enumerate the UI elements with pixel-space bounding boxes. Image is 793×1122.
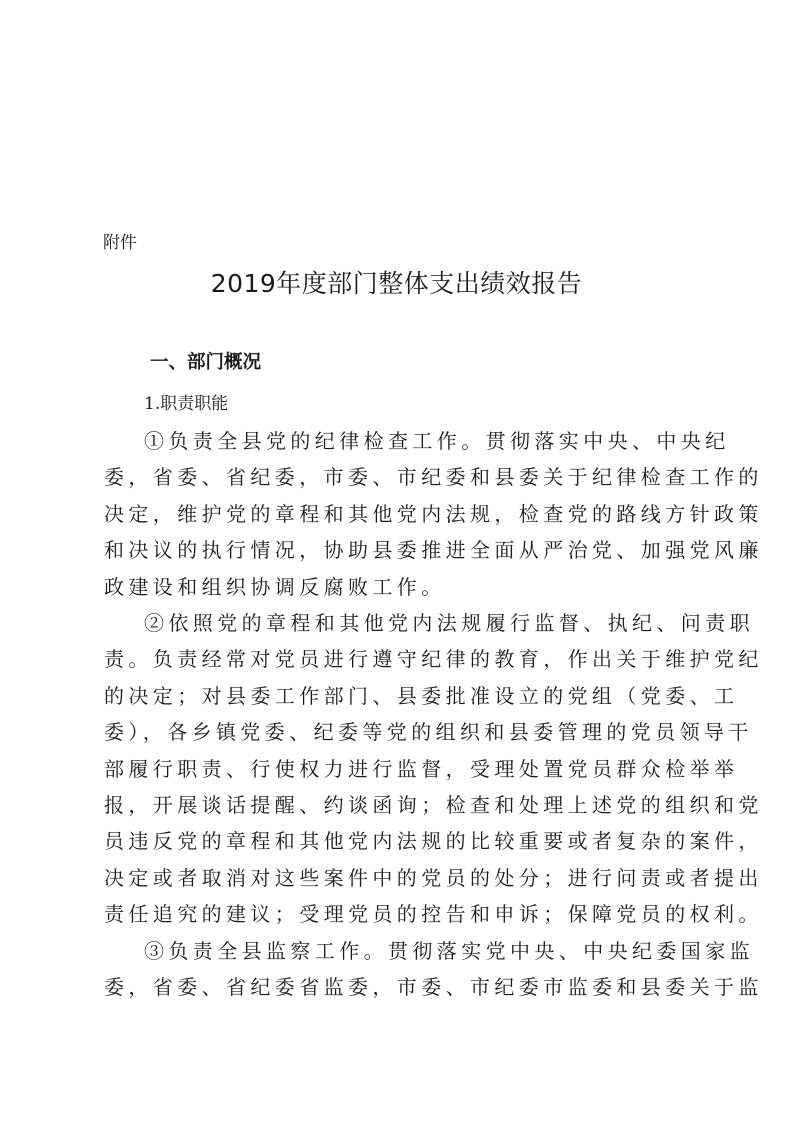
paragraph-3 (104, 933, 763, 1006)
paragraph-line: 报，开展谈话提醒、约谈函询；检查和处理上述党的组织和党 (104, 792, 763, 817)
paragraph-line: 委，省委、省纪委，市委、市纪委和县委关于纪律检查工作的 (104, 465, 763, 490)
paragraph-line: ③负责全县监察工作。贯彻落实党中央、中央纪委国家监 (144, 939, 754, 963)
section-heading: 一、部门概况 (150, 352, 262, 373)
paragraph-line: 责任追究的建议；受理党员的控告和申诉；保障党员的权利。 (104, 902, 763, 927)
paragraph-line: 部履行职责、行使权力进行监督，受理处置党员群众检举举 (104, 756, 739, 781)
paragraph-line: 委），各乡镇党委、纪委等党的组织和县委管理的党员领导干 (104, 720, 753, 745)
paragraph-line: 委，省委、省纪委省监委，市委、市纪委市监委和县委关于监 (104, 975, 763, 1000)
paragraph-line: 决定，维护党的章程和其他党内法规，检查党的路线方针政策 (104, 501, 763, 526)
paragraph-line: ②依照党的章程和其他党内法规履行监督、执纪、问责职 (144, 611, 754, 635)
paragraph-line: 和决议的执行情况，协助县委推进全面从严治党、加强党风廉 (104, 538, 763, 563)
paragraph-1 (104, 423, 763, 605)
paragraph-line: ①负责全县党的纪律检查工作。贯彻落实中央、中央纪 (144, 429, 730, 453)
paragraph-line: 责。负责经常对党员进行遵守纪律的教育，作出关于维护党纪 (104, 647, 763, 672)
attachment-label: 附件 (103, 233, 137, 253)
paragraph-line: 员违反党的章程和其他党内法规的比较重要或者复杂的案件， (104, 829, 763, 854)
paragraph-2 (104, 605, 763, 933)
paragraph-line: 的决定；对县委工作部门、县委批准设立的党组（党委、工 (104, 683, 739, 708)
subsection-heading: 1.职责职能 (144, 394, 229, 414)
paragraph-line: 政建设和组织协调反腐败工作。 (104, 574, 446, 599)
paragraph-line: 决定或者取消对这些案件中的党员的处分；进行问责或者提出 (104, 865, 763, 890)
document-title: 2019年度部门整体支出绩效报告 (210, 269, 583, 298)
